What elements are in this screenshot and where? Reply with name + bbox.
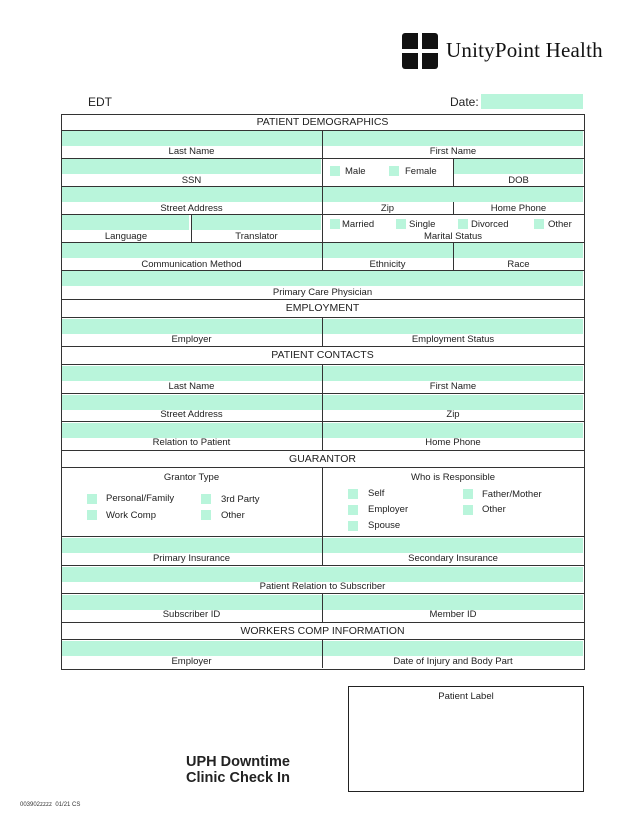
primary-care-physician-field[interactable] <box>62 271 583 286</box>
secondary-insurance-label: Secondary Insurance <box>408 553 498 564</box>
injury-label: Date of Injury and Body Part <box>393 656 513 667</box>
ethnicity-label: Ethnicity <box>369 259 406 270</box>
work-comp-checkbox[interactable] <box>87 510 97 520</box>
brand-name: UnityPoint Health <box>446 38 603 62</box>
responsible-other-checkbox[interactable] <box>463 505 473 515</box>
married-checkbox[interactable] <box>330 219 340 229</box>
single-label: Single <box>409 219 436 230</box>
employer-checkbox[interactable] <box>348 505 358 515</box>
language-field[interactable] <box>62 215 189 230</box>
translator-field[interactable] <box>192 215 321 230</box>
married-label: Married <box>342 219 375 230</box>
female-checkbox[interactable] <box>389 166 399 176</box>
work-comp-label: Work Comp <box>106 510 156 521</box>
self-checkbox[interactable] <box>348 489 358 499</box>
date-label: Date: <box>450 95 479 109</box>
unitypoint-logo-icon <box>402 33 438 69</box>
marital-other-checkbox[interactable] <box>534 219 544 229</box>
contact-first-name-label: First Name <box>429 381 477 392</box>
demo-zip-label: Zip <box>380 203 395 214</box>
primary-care-physician-label: Primary Care Physician <box>272 287 373 298</box>
dob-label: DOB <box>508 175 529 186</box>
divorced-checkbox[interactable] <box>458 219 468 229</box>
patient-relation-field[interactable] <box>62 567 583 582</box>
form-title-line2: Clinic Check In <box>186 770 290 786</box>
grantor-other-checkbox[interactable] <box>201 510 211 520</box>
demo-last-name-label: Last Name <box>168 146 215 157</box>
patient-label-box <box>348 686 584 792</box>
contact-zip-label: Zip <box>446 409 460 420</box>
female-label: Female <box>405 166 437 177</box>
edt-label: EDT <box>88 95 112 109</box>
demo-home-phone-label: Home Phone <box>490 203 547 214</box>
wc-employer-label: Employer <box>171 656 212 667</box>
patient-label-title: Patient Label <box>438 691 494 702</box>
personal-family-label: Personal/Family <box>106 493 175 504</box>
ssn-field[interactable] <box>62 159 321 174</box>
grantor-type-label: Grantor Type <box>163 472 220 483</box>
section-contacts: PATIENT CONTACTS <box>271 349 374 361</box>
demo-first-name-label: First Name <box>429 146 477 157</box>
relation-to-patient-label: Relation to Patient <box>152 437 231 448</box>
member-id-label: Member ID <box>429 609 477 620</box>
subscriber-id-label: Subscriber ID <box>162 609 221 620</box>
marital-status-label: Marital Status <box>423 231 483 242</box>
form-code: 003902zzzz 01/21 CS <box>20 802 81 808</box>
form-title <box>186 754 290 786</box>
translator-label: Translator <box>235 231 278 242</box>
who-responsible-label: Who is Responsible <box>411 472 495 483</box>
personal-family-checkbox[interactable] <box>87 494 97 504</box>
third-party-checkbox[interactable] <box>201 494 211 504</box>
section-employment: EMPLOYMENT <box>285 302 360 314</box>
male-checkbox[interactable] <box>330 166 340 176</box>
primary-insurance-label: Primary Insurance <box>152 553 231 564</box>
responsible-other-label: Other <box>482 504 506 515</box>
race-label: Race <box>507 259 530 270</box>
contact-home-phone-label: Home Phone <box>425 437 481 448</box>
employment-status-label: Employment Status <box>411 334 495 345</box>
father-mother-checkbox[interactable] <box>463 489 473 499</box>
responsible-employer-label: Employer <box>368 504 409 515</box>
father-mother-label: Father/Mother <box>482 489 542 500</box>
employer-label: Employer <box>171 334 212 345</box>
contact-last-name-label: Last Name <box>168 381 215 392</box>
grantor-other-label: Other <box>221 510 245 521</box>
dob-field[interactable] <box>454 159 583 174</box>
third-party-label: 3rd Party <box>221 494 260 505</box>
self-label: Self <box>368 488 385 499</box>
marital-other-label: Other <box>548 219 572 230</box>
date-field[interactable] <box>481 94 583 109</box>
spouse-label: Spouse <box>368 520 401 531</box>
divorced-label: Divorced <box>471 219 509 230</box>
contact-street-address-label: Street Address <box>160 409 223 420</box>
male-label: Male <box>345 166 366 177</box>
section-demographics: PATIENT DEMOGRAPHICS <box>256 116 389 128</box>
communication-method-label: Communication Method <box>141 259 242 270</box>
form-title-line1: UPH Downtime <box>186 754 290 770</box>
ssn-label: SSN <box>181 175 202 186</box>
section-workers-comp: WORKERS COMP INFORMATION <box>240 625 405 637</box>
section-guarantor: GUARANTOR <box>289 453 356 465</box>
language-label: Language <box>104 231 148 242</box>
demo-street-address-label: Street Address <box>160 203 223 214</box>
patient-relation-label: Patient Relation to Subscriber <box>259 581 386 592</box>
spouse-checkbox[interactable] <box>348 521 358 531</box>
single-checkbox[interactable] <box>396 219 406 229</box>
